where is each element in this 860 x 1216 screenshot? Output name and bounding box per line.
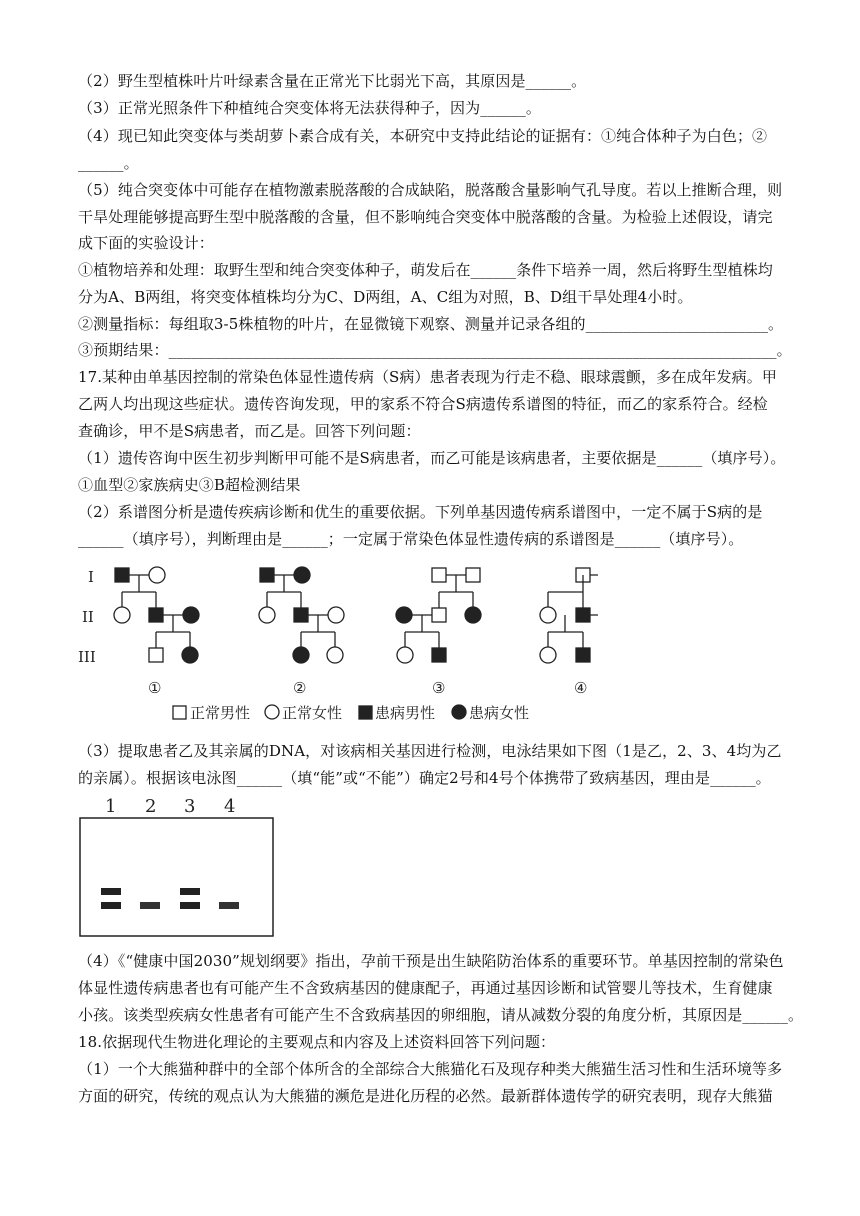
legend-normal-male: 正常男性 <box>190 704 251 722</box>
legend-affected-male: 患病男性 <box>375 704 436 722</box>
figure-label: ① <box>148 679 162 697</box>
text-line: （4）现已知此突变体与类胡萝卜素合成有关，本研究中支持此结论的证据有：①纯合体种子为白色；② <box>78 127 768 145</box>
text-line: 分为A、B两组，将突变体植株均分为C、D两组，A、C组为对照，B、D组干旱处理4小时。 <box>78 288 693 306</box>
text-line: ②测量指标：每组取3-5株植物的叶片，在显微镜下观察、测量并记录各组的________________________。 <box>78 315 784 333</box>
text-line: 成下面的实验设计： <box>78 234 214 252</box>
lane-label: 4 <box>224 796 236 817</box>
text-line: ______。 <box>78 154 139 172</box>
generation-label: I <box>88 568 94 586</box>
text-line: 小孩。该类型疾病女性患者有可能产生不含致病基因的卵细胞，请从减数分裂的角度分析，其原因是______。 <box>78 1006 804 1024</box>
pedigree-1 <box>114 567 199 663</box>
text-line: 方面的研究，传统的观点认为大熊猫的濒危是进化历程的必然。最新群体遗传学的研究表明，现存大熊猫 <box>78 1087 773 1105</box>
text-line: （3）提取患者乙及其亲属的DNA，对该病相关基因进行检测，电泳结果如下图（1是乙，2、3、4均为乙 <box>78 742 782 760</box>
gel-band <box>140 902 160 909</box>
gel-frame <box>80 818 273 936</box>
text-line: ③预期结果：________________________________________________________________________________。 <box>78 341 792 359</box>
pedigree-2 <box>259 567 344 663</box>
text-line: （3）正常光照条件下种植纯合突变体将无法获得种子，因为______。 <box>78 99 541 117</box>
text-line: （1）一个大熊猫种群中的全部个体所含的全部综合大熊猫化石及现存种类大熊猫生活习性和生活环境等多 <box>78 1060 783 1078</box>
pedigree-legend <box>173 704 529 722</box>
gel-band <box>180 888 200 895</box>
gel-band <box>219 902 239 909</box>
text-line: 乙两人均出现这些症状。遗传咨询发现，甲的家系不符合S病遗传系谱图的特征，而乙的家系符合。经检 <box>78 395 768 413</box>
generation-label: II <box>82 608 94 626</box>
text-line: 体显性遗传病患者也有可能产生不含致病基因的健康配子，再通过基因诊断和试管婴儿等技术，生育健康 <box>78 979 773 997</box>
text-line: 干旱处理能够提高野生型中脱落酸的含量，但不影响纯合突变体中脱落酸的含量。为检验上述假设，请完 <box>78 208 773 226</box>
gel-band <box>101 902 121 909</box>
question-18-line: 18.依据现代生物进化理论的主要观点和内容及上述资料回答下列问题： <box>78 1033 556 1051</box>
question-17-line: 17.某种由单基因控制的常染色体显性遗传病（S病）患者表现为行走不稳、眼球震颤，多在成年发病。甲 <box>78 368 777 386</box>
legend-normal-female: 正常女性 <box>282 704 343 722</box>
generation-label: III <box>78 648 96 666</box>
electrophoresis-gel <box>78 792 278 942</box>
pedigree-4 <box>540 568 598 663</box>
lane-label: 3 <box>184 796 196 817</box>
lane-label: 1 <box>105 796 117 817</box>
pedigree-figure <box>78 556 598 728</box>
text-line: ①血型②家族病史③B超检测结果 <box>78 476 301 494</box>
figure-label: ③ <box>432 679 446 697</box>
lane-label: 2 <box>145 796 157 817</box>
gel-band <box>101 888 121 895</box>
text-line: ①植物培养和处理：取野生型和纯合突变体种子，萌发后在______条件下培养一周，然后将野生型植株均 <box>78 261 773 279</box>
figure-label: ② <box>293 679 307 697</box>
text-line: （2）系谱图分析是遗传疾病诊断和优生的重要依据。下列单基因遗传病系谱图中，一定不属于S病的是 <box>78 503 763 521</box>
legend-affected-female: 患病女性 <box>469 704 530 722</box>
text-line: 查确诊，甲不是S病患者，而乙是。回答下列问题： <box>78 422 421 440</box>
pedigree-3 <box>396 568 481 663</box>
gel-band <box>180 902 200 909</box>
text-line: （2）野生型植株叶片叶绿素含量在正常光下比弱光下高，其原因是______。 <box>78 72 587 90</box>
text-line: ______（填序号），判断理由是______；一定属于常染色体显性遗传病的系谱图是______（填序号）。 <box>78 530 744 548</box>
text-line: （1）遗传咨询中医生初步判断甲可能不是S病患者，而乙可能是该病患者，主要依据是______（填序号）。 <box>78 449 786 467</box>
text-line: （5）纯合突变体中可能存在植物激素脱落酸的合成缺陷，脱落酸含量影响气孔导度。若以上推断合理，则 <box>78 181 783 199</box>
text-line: 的亲属）。根据该电泳图______（填“能”或“不能”）确定2号和4号个体携带了致病基因，理由是______。 <box>78 769 771 787</box>
figure-label: ④ <box>574 679 588 697</box>
text-line: （4）《“健康中国2030”规划纲要》指出，孕前干预是出生缺陷防治体系的重要环节。单基因控制的常染色 <box>78 952 784 970</box>
